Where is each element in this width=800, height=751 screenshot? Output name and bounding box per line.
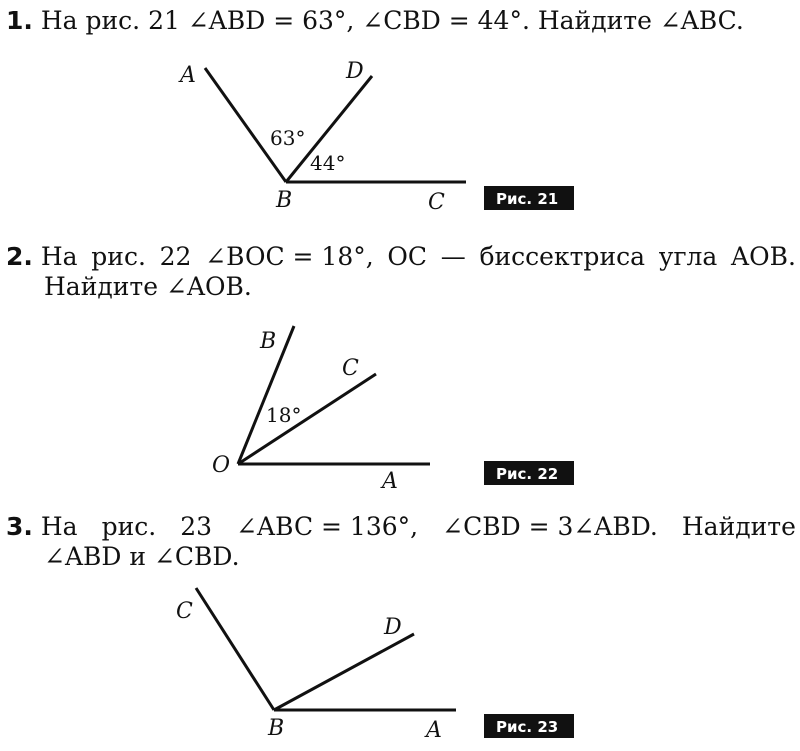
problem-3-word: 23 [180,512,213,541]
point-label-b: B [276,188,293,213]
point-label-a: A [382,469,398,494]
problem-2-word: рис. [91,242,146,271]
problem-2-word: биссектриса [479,242,646,271]
problem-1-number: 1. [6,6,33,35]
problem-2-word: угла [658,242,718,271]
ray-bc [196,588,274,710]
problem-3-word: На [40,512,78,541]
point-label-d: D [346,59,364,84]
figure-22-label: Рис. 22 [496,465,559,483]
point-label-c: C [176,599,193,624]
point-label-b: B [268,716,285,741]
problem-2-number: 2. [6,242,33,271]
problem-2-line-2: Найдите ∠AOB. [44,272,252,301]
point-label-a: A [426,718,442,743]
problem-2-word: — [440,242,466,271]
angle-label-cbd: 44° [310,151,346,175]
angle-label-abd: 63° [270,126,306,150]
point-label-c: C [428,190,445,215]
problem-3-number: 3. [6,512,33,541]
problem-3-line-2: ∠ABD и ∠CBD. [44,542,240,571]
problem-2-word: AOB. [731,242,796,271]
point-label-a: A [180,63,196,88]
point-label-d: D [384,615,402,640]
problem-2-word: OC [387,242,428,271]
angle-label-boc: 18° [266,403,302,427]
problem-3-word: ∠CBD = 3∠ABD. [442,512,658,541]
figure-21-label: Рис. 21 [496,190,559,208]
problem-2-word: ∠BOC = 18°, [205,242,374,271]
problem-3-word: Найдите [681,512,796,541]
problem-1-text: На рис. 21 ∠ABD = 63°, ∠CBD = 44°. Найдите ∠ABC. [40,6,744,35]
ray-bd [274,634,414,710]
problem-3-word: ∠ABC = 136°, [236,512,419,541]
problem-2-word: 22 [159,242,192,271]
problem-2-word: На [40,242,78,271]
figure-23-label: Рис. 23 [496,718,559,736]
point-label-o: O [212,453,231,478]
point-label-c: C [342,356,359,381]
point-label-b: B [260,329,277,354]
problem-3-word: рис. [101,512,157,541]
